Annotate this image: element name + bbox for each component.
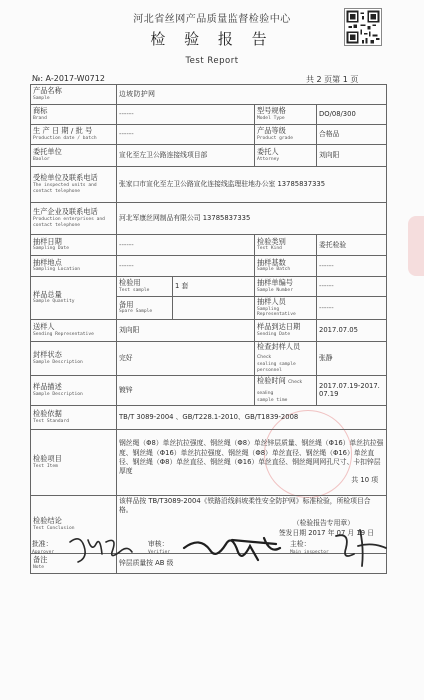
model-value: DO/08/300 — [317, 105, 387, 125]
test-sample-value: 1 套 — [173, 277, 255, 297]
verifier-label: 审核： — [148, 540, 169, 548]
inspector-signature-icon — [330, 526, 390, 570]
brand-label: 商标 Brand — [31, 105, 117, 125]
sample-batch-label: 抽样基数 Sample Batch — [255, 256, 317, 277]
test-items-count: 共 10 项 — [351, 476, 378, 485]
producer-value: 河北军康丝网制品有限公司 13785837335 — [117, 203, 387, 235]
description-label: 样品描述 Sample Description — [31, 375, 117, 405]
seal-status-label: 封样状态 Sample Description — [31, 342, 117, 376]
arrival-date-label: 样品到达日期 Sending Date — [255, 320, 317, 342]
report-title: 检 验 报 告 — [150, 30, 274, 48]
signature-row — [30, 534, 386, 570]
report-table — [30, 84, 387, 574]
test-items-text: 钢丝绳（Φ8）单丝抗拉强度、钢丝绳（Φ8）单丝锌层质量、钢丝绳（Φ16）单丝抗拉强度、钢丝绳（Φ16）单丝抗拉强度、钢丝绳（Φ8）单丝直径、钢丝绳（Φ16）单丝直径、钢丝绳（Φ8）单丝直径、钢丝绳（Φ16）单丝直径、钢丝绳网网孔尺寸、卡扣锌层厚度 — [119, 439, 384, 476]
model-label: 型号规格 Model Type — [255, 105, 317, 125]
sampling-date-value: ------ — [117, 235, 255, 256]
verifier-label-en: Verifier — [148, 550, 171, 555]
inspected-unit-value: 张家口市宣化至左卫公路宣化连接线监理驻地办公室 13785837335 — [117, 167, 387, 203]
entrust-value: 宣化至左卫公路连接线项目部 — [117, 145, 255, 167]
qr-code-icon — [344, 8, 382, 46]
test-sample-label: 检验用 Test sample — [117, 277, 173, 297]
inspector-label: 主检： — [290, 540, 311, 548]
sender-label: 送样人 Sending Representative — [31, 320, 117, 342]
sampler-label: 抽样人员 Sampling Representative — [255, 297, 317, 320]
issue-date: 签发日期 2017 年 07 月 19 日 — [278, 528, 374, 537]
red-stamp-edge — [408, 216, 424, 276]
arrival-date-value: 2017.07.05 — [317, 320, 387, 342]
producer-label: 生产企业及联系电话 Production enterprises and contact telephone — [31, 203, 117, 235]
remark-value: 锌层质量按 AB 级 — [117, 553, 387, 573]
sample-batch-value: ------ — [317, 256, 387, 277]
approver-signature-icon — [66, 532, 136, 566]
test-kind-label: 检验类别 Test Kind — [255, 235, 317, 256]
production-date-value: ------ — [117, 125, 255, 145]
seal-status-value: 完好 — [117, 342, 255, 376]
grade-value: 合格品 — [317, 125, 387, 145]
inspector-label-en: Main inspector — [290, 550, 329, 555]
seal-person-label: 检查封样人员 Check sealing sample personnel — [255, 342, 317, 376]
attorney-label: 委托人 Attorney — [255, 145, 317, 167]
test-time-label: 检验时间 Check sealing sample time — [255, 375, 317, 405]
approver-label-en: Approver — [32, 550, 55, 555]
standard-value: TB/T 3089-2004 、GB/T228.1-2010、GB/T1839-2008 — [117, 405, 387, 429]
brand-value: ------ — [117, 105, 255, 125]
sender-value: 刘向阳 — [117, 320, 255, 342]
issuing-organization: 河北省丝网产品质量监督检验中心 — [133, 14, 291, 25]
sampling-location-label: 抽样地点 Sampling Location — [31, 256, 117, 277]
approver-label: 批准： — [32, 540, 53, 548]
spare-sample-label: 备用 Spare Sample — [117, 297, 173, 320]
inspected-unit-label: 受检单位及联系电话 The inspected units and contact telephone — [31, 167, 117, 203]
sampling-date-label: 抽样日期 Sampling Date — [31, 235, 117, 256]
spare-sample-value — [173, 297, 255, 320]
sample-number-label: 抽样单编号 Sample Number — [255, 277, 317, 297]
report-number: №: A-2017-W0712 — [32, 74, 105, 83]
standard-label: 检验依据 Test Standard — [31, 405, 117, 429]
test-items-value — [117, 429, 387, 495]
test-items-label: 检验项目 Test Item — [31, 429, 117, 495]
test-kind-value: 委托检验 — [317, 235, 387, 256]
attorney-value: 刘向阳 — [317, 145, 387, 167]
sampler-value: ------ — [317, 297, 387, 320]
quantity-label: 样品总量 Sample Quantity — [31, 277, 117, 320]
description-value: 镀锌 — [117, 375, 255, 405]
seal-person-value: 张静 — [317, 342, 387, 376]
remark-label: 备注 Note — [31, 553, 117, 573]
sample-value: 边坡防护网 — [117, 85, 387, 105]
sample-number-value: ------ — [317, 277, 387, 297]
test-time-value: 2017.07.19-2017.07.19 — [317, 375, 387, 405]
page-indicator: 共 2 页第 1 页 — [306, 75, 359, 84]
sampling-location-value: ------ — [117, 256, 255, 277]
verifier-signature-icon — [180, 530, 290, 570]
report-title-en: Test Report — [185, 56, 239, 66]
production-date-label: 生 产 日 期 / 批 号 Production date / batch — [31, 125, 117, 145]
conclusion-text: 该样品按 TB/T3089-2004《铁路沿线斜坡柔性安全防护网》标准检验，所检项目合格。 — [119, 496, 371, 515]
grade-label: 产品等级 Product grade — [255, 125, 317, 145]
conclusion-seal: （检验报告专用章） — [292, 519, 354, 528]
conclusion-label: 检验结论 Test Conclusion — [31, 495, 117, 553]
entrust-label: 委托单位 Baolor — [31, 145, 117, 167]
sample-label: 产品名称 Sample — [31, 85, 117, 105]
